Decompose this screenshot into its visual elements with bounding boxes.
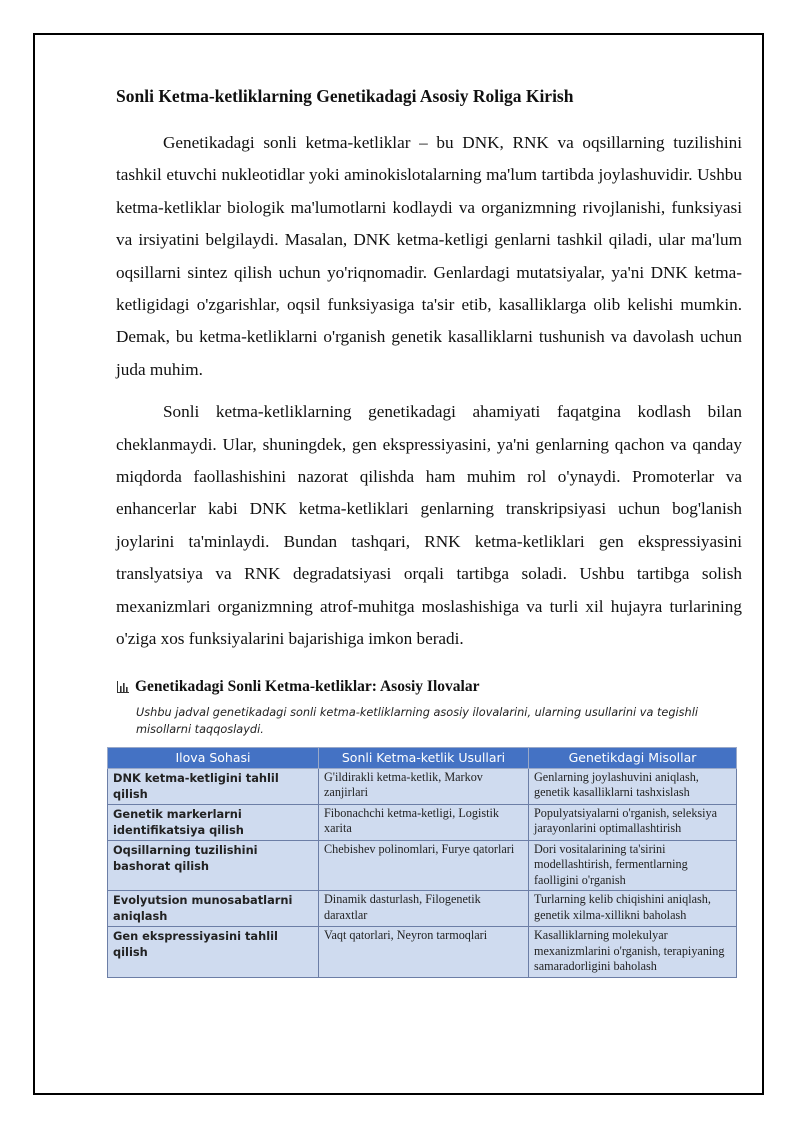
table-cell-examples: Genlarning joylashuvini aniqlash, genetik kasalliklarni tashxislash: [529, 768, 737, 804]
bar-chart-icon: [116, 680, 130, 694]
column-header: Genetikdagi Misollar: [529, 747, 737, 768]
table-row: [108, 804, 737, 840]
table-row: [108, 927, 737, 978]
column-header: Ilova Sohasi: [108, 747, 319, 768]
table-cell-methods: Dinamik dasturlash, Filogenetik daraxtlar: [319, 891, 529, 927]
table-cell-examples: Kasalliklarning molekulyar mexanizmlarini o'rganish, terapiyaning samaradorligini baholash: [529, 927, 737, 978]
document-body: [113, 86, 742, 978]
table-row: [108, 891, 737, 927]
table-cell-methods: Vaqt qatorlari, Neyron tarmoqlari: [319, 927, 529, 978]
paragraph-1: Genetikadagi sonli ketma-ketliklar – bu DNK, RNK va oqsillarning tuzilishini tashkil etuvchi nukleotidlar yoki aminokislotalarning ma'lum tartibda joylashuvidir. Ushbu ketma-ketliklar biologik ma'lumotlarni kodlaydi va organizmning rivojlanishi, funksiyasi va irsiyatini belgilaydi. Masalan, DNK ketma-ketligi genlarni tashkil qiladi, ular ma'lum oqsillarni sintez qilish uchun yo'riqnomadir. Genlardagi mutatsiyalar, ya'ni DNK ketma-ketligidagi o'zgarishlar, oqsil funksiyasiga ta'sir etib, kasalliklarga olib kelishi mumkin. Demak, bu ketma-ketliklarni o'rganish genetik kasalliklarni tushunish va davolash uchun juda muhim.: [116, 133, 742, 379]
table-cell-area: Gen ekspressiyasini tahlil qilish: [108, 927, 319, 978]
table-row: [108, 840, 737, 891]
table-title: [116, 678, 742, 696]
table-cell-methods: G'ildirakli ketma-ketlik, Markov zanjirlari: [319, 768, 529, 804]
table-cell-methods: Fibonachchi ketma-ketligi, Logistik xarita: [319, 804, 529, 840]
table-header-row: [108, 747, 737, 768]
table-cell-examples: Dori vositalarining ta'sirini modellashtirish, fermentlarning faolligini o'rganish: [529, 840, 737, 891]
column-header: Sonli Ketma-ketlik Usullari: [319, 747, 529, 768]
table-cell-area: Evolyutsion munosabatlarni aniqlash: [108, 891, 319, 927]
table-title-text: Genetikadagi Sonli Ketma-ketliklar: Asosiy Ilovalar: [135, 677, 480, 695]
section-heading: Sonli Ketma-ketliklarning Genetikadagi Asosiy Roliga Kirish: [116, 86, 574, 106]
table-cell-area: Oqsillarning tuzilishini bashorat qilish: [108, 840, 319, 891]
applications-table: [107, 747, 737, 978]
table-cell-area: DNK ketma-ketligini tahlil qilish: [108, 768, 319, 804]
table-cell-area: Genetik markerlarni identifikatsiya qilish: [108, 804, 319, 840]
table-cell-examples: Turlarning kelib chiqishini aniqlash, genetik xilma-xillikni baholash: [529, 891, 737, 927]
table-cell-examples: Populyatsiyalarni o'rganish, seleksiya jarayonlarini optimallashtirish: [529, 804, 737, 840]
table-row: [108, 768, 737, 804]
table-caption: Ushbu jadval genetikadagi sonli ketma-ketliklarning asosiy ilovalarini, ularning usullarini va tegishli misollarni taqqoslaydi.: [136, 705, 698, 736]
table-cell-methods: Chebishev polinomlari, Furye qatorlari: [319, 840, 529, 891]
paragraph-2: Sonli ketma-ketliklarning genetikadagi ahamiyati faqatgina kodlash bilan cheklanmaydi. Ular, shuningdek, gen ekspressiyasini, ya'ni genlarning qachon va qanday miqdorda faollashishini nazorat qilishda ham muhim rol o'ynaydi. Promoterlar va enhancerlar kabi DNK ketma-ketliklari genlarning transkripsiyasi uchun bog'lanish joylarini ta'minlaydi. Bundan tashqari, RNK ketma-ketliklari gen ekspressiyasini translyatsiya va RNK degradatsiyasi orqali tartibga soladi. Ushbu tartibga solish mexanizmlari organizmning atrof-muhitga moslashishiga va turli xil hujayra turlarining o'ziga xos funksiyalarini bajarishiga imkon beradi.: [116, 402, 742, 649]
